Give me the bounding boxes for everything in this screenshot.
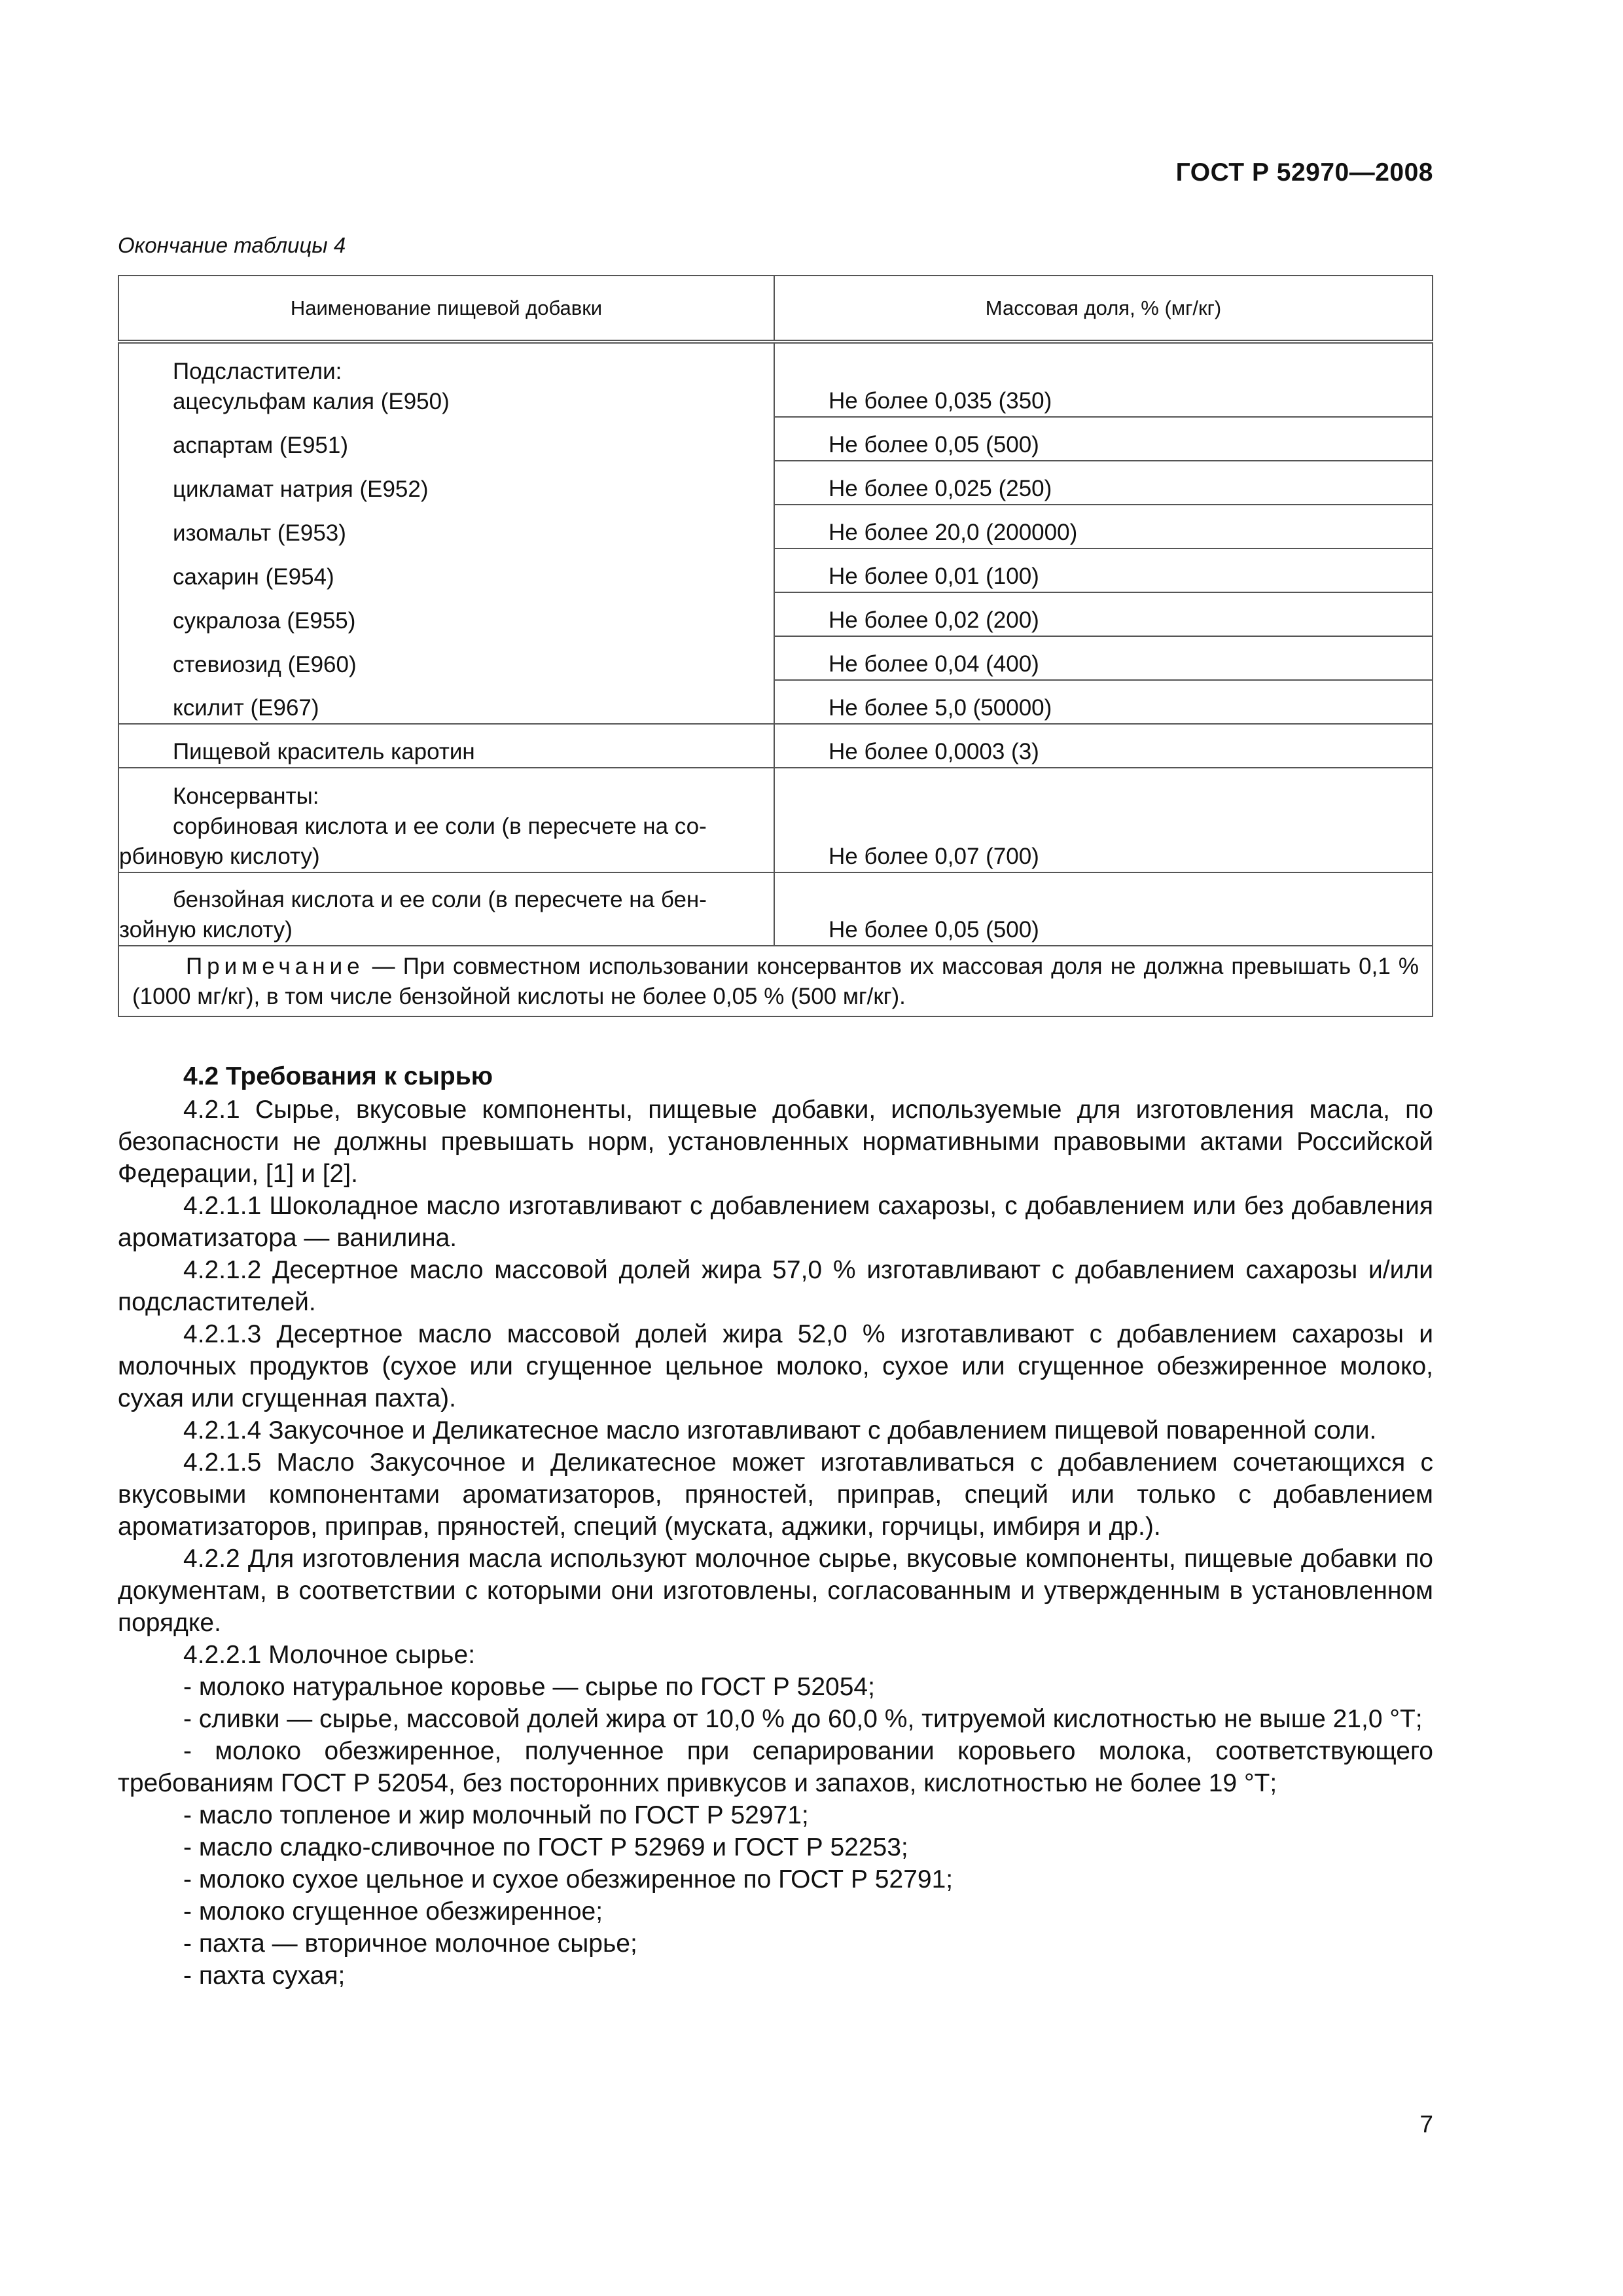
table-row (118, 548, 1433, 592)
document-code: ГОСТ Р 52970—2008 (1175, 158, 1433, 187)
table-cell-value: Не более 0,05 (500) (774, 872, 1433, 946)
table-row (118, 636, 1433, 680)
section-heading: 4.2 Требования к сырью (183, 1062, 493, 1090)
colorant-name: Пищевой краситель каротин (118, 724, 774, 768)
table-cell-name (118, 342, 774, 417)
list-item: - масло сладко-сливочное по ГОСТ Р 52969 и ГОСТ Р 52253; (183, 1833, 908, 1861)
table-cell-value: Не более 0,0003 (3) (774, 724, 1433, 768)
table-note (118, 946, 1433, 1016)
column-header-name: Наименование пищевой добавки (118, 276, 774, 342)
list-item: - молоко сухое цельное и сухое обезжиренное по ГОСТ Р 52791; (183, 1865, 954, 1893)
note-label: Примечание (186, 954, 365, 979)
table-cell-value: Не более 0,02 (200) (774, 592, 1433, 636)
table-cell-name (118, 872, 774, 946)
table-row (118, 592, 1433, 636)
table-caption: Окончание таблицы 4 (118, 233, 346, 257)
list-item: - пахта сухая; (183, 1962, 346, 1990)
additive-name: стевиозид (Е960) (118, 636, 774, 680)
note-text: — При совместном использовании консервантов их массовая доля не должна превышать 0,1 % (1000 мг/кг), в том числе бензойной кислоты не более 0,05 % (500 мг/кг). (132, 954, 1419, 1009)
list-item: - молоко сгущенное обезжиренное; (183, 1897, 603, 1926)
table-row (118, 724, 1433, 768)
additive-name-line: рбиновую кислоту) (119, 844, 320, 869)
paragraph: 4.2.2 Для изготовления масла используют молочное сырье, вкусовые компоненты, пищевые добавки по документам, в соответствии с которыми они изготовлены, согласованным и утвержденным в установленном порядке. (118, 1545, 1433, 1637)
list-item: - молоко обезжиренное, полученное при сепарировании коровьего молока, соответствующего требованиям ГОСТ Р 52054, без посторонних привкусов и запахов, кислотностью не более 19 °Т; (118, 1737, 1433, 1797)
table-row (118, 461, 1433, 505)
table-note-row (118, 946, 1433, 1016)
list-item: - сливки — сырье, массовой долей жира от 10,0 % до 60,0 %, титруемой кислотностью не выше 21,0 °Т; (183, 1705, 1423, 1733)
list-item: - масло топленое и жир молочный по ГОСТ Р 52971; (183, 1801, 809, 1829)
additive-name: изомальт (Е953) (118, 505, 774, 548)
column-header-value: Массовая доля, % (мг/кг) (774, 276, 1433, 342)
table-row (118, 680, 1433, 724)
section-body (118, 1060, 1433, 1992)
list-item: - пахта — вторичное молочное сырье; (183, 1929, 637, 1958)
paragraph: 4.2.1.3 Десертное масло массовой долей жира 52,0 % изготавливают с добавлением сахарозы и молочных продуктов (сухое или сгущенное цельное молоко, сухое или сгущенное обезжиренное молоко, сухая или сгущенная пахта). (118, 1320, 1433, 1412)
additive-name: сахарин (Е954) (118, 548, 774, 592)
additive-name: аспартам (Е951) (118, 417, 774, 461)
additive-name: сукралоза (Е955) (118, 592, 774, 636)
paragraph: 4.2.1 Сырье, вкусовые компоненты, пищевые добавки, используемые для изготовления масла, по безопасности не должны превышать норм, установленных нормативными правовыми актами Российской Федерации, [1] и [2]. (118, 1096, 1433, 1188)
table-cell-value: Не более 5,0 (50000) (774, 680, 1433, 724)
table-row (118, 505, 1433, 548)
table-row (118, 417, 1433, 461)
table-row (118, 872, 1433, 946)
additive-name: цикламат натрия (Е952) (118, 461, 774, 505)
paragraph: 4.2.2.1 Молочное сырье: (183, 1641, 476, 1669)
list-item: - молоко натуральное коровье — сырье по ГОСТ Р 52054; (183, 1673, 875, 1701)
table-row (118, 768, 1433, 872)
additive-name: ксилит (Е967) (118, 680, 774, 724)
sweeteners-title: Подсластители: (173, 359, 342, 384)
table-cell-value: Не более 0,025 (250) (774, 461, 1433, 505)
additive-name: ацесульфам калия (Е950) (173, 389, 450, 414)
table-cell-value: Не более 20,0 (200000) (774, 505, 1433, 548)
table-cell-value: Не более 0,04 (400) (774, 636, 1433, 680)
paragraph: 4.2.1.4 Закусочное и Деликатесное масло изготавливают с добавлением пищевой поваренной соли. (183, 1416, 1377, 1444)
page-number: 7 (1419, 2111, 1433, 2138)
table-cell-name (118, 768, 774, 872)
table-header-row (118, 276, 1433, 342)
table-cell-value: Не более 0,01 (100) (774, 548, 1433, 592)
preservatives-title: Консерванты: (173, 783, 319, 809)
additives-table (118, 275, 1433, 1017)
paragraph: 4.2.1.2 Десертное масло массовой долей жира 57,0 % изготавливают с добавлением сахарозы и/или подсластителей. (118, 1256, 1433, 1316)
table-cell-value: Не более 0,07 (700) (774, 768, 1433, 872)
additive-name-line: бензойная кислота и ее соли (в пересчете на бен- (173, 887, 707, 912)
additive-name-line: сорбиновая кислота и ее соли (в пересчете на со- (173, 814, 707, 839)
paragraph: 4.2.1.5 Масло Закусочное и Деликатесное может изготавливаться с добавлением сочетающихся с вкусовыми компонентами ароматизаторов, пряностей, приправ, специй или только с добавлением ароматизаторов, приправ, пряностей, специй (муската, аджики, горчицы, имбиря и др.). (118, 1448, 1433, 1541)
table-cell-value: Не более 0,035 (350) (774, 342, 1433, 417)
paragraph: 4.2.1.1 Шоколадное масло изготавливают с добавлением сахарозы, с добавлением или без добавления ароматизатора — ванилина. (118, 1192, 1433, 1252)
table-cell-value: Не более 0,05 (500) (774, 417, 1433, 461)
additive-name-line: зойную кислоту) (119, 917, 293, 942)
table-row (118, 342, 1433, 417)
